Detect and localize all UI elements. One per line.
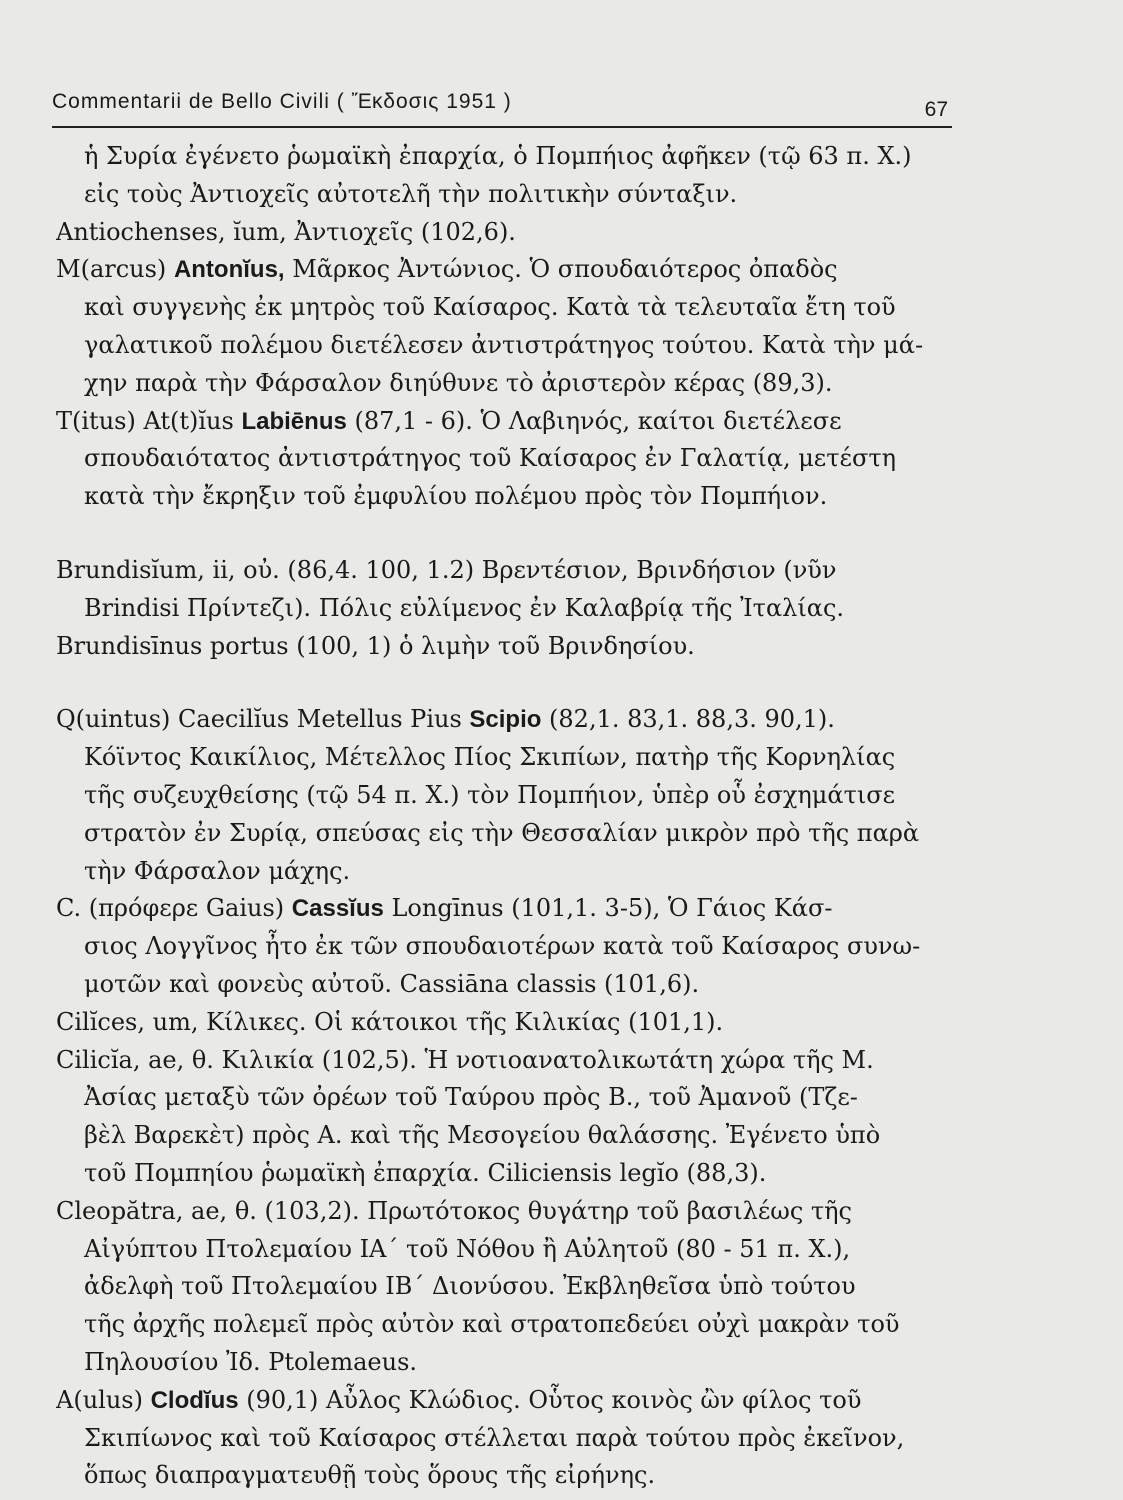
entry-line: τὴν Φάρσαλον μάχης.: [84, 856, 351, 885]
entry-line: Ἀσίας μεταξὺ τῶν ὀρέων τοῦ Ταύρου πρὸς Β., τοῦ Ἀμανοῦ (Τζε-: [84, 1083, 858, 1112]
entry-line: κατὰ τὴν ἔκρηξιν τοῦ ἐμφυλίου πολέμου πρὸς τὸν Πομπήιον.: [84, 482, 828, 511]
glossary-entry: [56, 1193, 956, 1382]
entry-line: Brundisīnus portus (100, 1) ὁ λιμὴν τοῦ Βρινδησίου.: [56, 631, 695, 660]
entry-headword: Cassĭus: [291, 895, 384, 923]
entry-head-prefix: M(arcus): [56, 255, 174, 284]
glossary-entry: [56, 403, 956, 516]
entry-headline: [56, 251, 956, 289]
entry-line: χην παρὰ τὴν Φάρσαλον διηύθυνε τὸ ἀριστερὸν κέρας (89,3).: [84, 368, 833, 397]
entry-headword: Scipio: [469, 706, 542, 734]
entry-line: βὲλ Βαρεκὲτ) πρὸς Α. καὶ τῆς Μεσογείου θαλάσσης. Ἐγένετο ὑπὸ: [84, 1121, 881, 1150]
entry-head-rest: (87,1 - 6). Ὁ Λαβιηνός, καίτοι διετέλεσε: [346, 406, 842, 435]
paragraph-gap: [56, 665, 956, 701]
glossary-entry: [56, 701, 956, 890]
entry-head-rest: Longīnus (101,1. 3-5), Ὁ Γάιος Κάσ-: [383, 894, 833, 923]
page-number: 67: [924, 98, 948, 121]
glossary-entry: [56, 138, 956, 214]
entry-line: γαλατικοῦ πολέμου διετέλεσεν ἀντιστράτηγος τούτου. Κατὰ τὴν μά-: [84, 330, 924, 359]
glossary-entry: [56, 552, 956, 665]
entry-headline: [56, 890, 956, 928]
entry-headline: [56, 403, 956, 441]
entry-line: μοτῶν καὶ φονεὺς αὐτοῦ. Cassiāna classis (101,6).: [84, 969, 700, 998]
running-header: [52, 88, 952, 128]
entry-line: Αἰγύπτου Πτολεμαίου ΙΑ΄ τοῦ Νόθου ἢ Αὐλητοῦ (80 - 51 π. Χ.),: [84, 1234, 851, 1263]
entry-headline: [56, 701, 956, 739]
entry-head-prefix: Q(uintus) Caecilĭus Metellus Pius: [56, 705, 470, 734]
entry-line: Brindisi Πρίντεζι). Πόλις εὐλίμενος ἐν Καλαβρίᾳ τῆς Ἰταλίας.: [84, 593, 845, 622]
entry-line: Κόϊντος Καικίλιος, Μέτελλος Πίος Σκιπίων, πατὴρ τῆς Κορνηλίας: [84, 743, 896, 772]
entry-line: τῆς ἀρχῆς πολεμεῖ πρὸς αὐτὸν καὶ στρατοπεδεύει οὐχὶ μακρὰν τοῦ: [84, 1310, 900, 1339]
entry-line: Cilicĭa, ae, θ. Κιλικία (102,5). Ἡ νοτιοανατολικωτάτη χώρα τῆς Μ.: [56, 1045, 874, 1074]
paragraph-gap: [56, 516, 956, 552]
entry-head-rest: (90,1) Αὖλος Κλώδιος. Οὗτος κοινὸς ὢν φίλος τοῦ: [238, 1385, 862, 1414]
glossary-entry: [56, 1042, 956, 1193]
glossary-entry: [56, 1004, 956, 1042]
glossary-entry: [56, 214, 956, 252]
entry-head-rest: Μᾶρκος Ἀντώνιος. Ὁ σπουδαιότερος ὀπαδὸς: [284, 255, 838, 284]
glossary-entry: [56, 251, 956, 402]
entry-head-prefix: T(itus) At(t)ĭus: [56, 406, 242, 435]
glossary-body: [56, 138, 956, 1495]
glossary-entry: [56, 890, 956, 1003]
entry-line: ἡ Συρία ἐγένετο ῥωμαϊκὴ ἐπαρχία, ὁ Πομπήιος ἀφῆκεν (τῷ 63 π. Χ.): [84, 142, 912, 170]
entry-head-prefix: A(ulus): [56, 1385, 151, 1414]
entry-line: ὅπως διαπραγματευθῇ τοὺς ὅρους τῆς εἰρήνης.: [84, 1461, 656, 1490]
entry-line: σπουδαιότατος ἀντιστράτηγος τοῦ Καίσαρος ἐν Γαλατίᾳ, μετέστη: [84, 444, 896, 473]
entry-line: Antiochenses, ĭum, Ἀντιοχεῖς (102,6).: [56, 217, 516, 246]
entry-line: τῆς συζευχθείσης (τῷ 54 π. Χ.) τὸν Πομπήιον, ὑπὲρ οὗ ἐσχημάτισε: [84, 780, 896, 809]
running-title: Commentarii de Bello Civili ( Ἔκδοσις 1951 ): [52, 90, 512, 113]
entry-line: σιος Λογγῖνος ἦτο ἐκ τῶν σπουδαιοτέρων κατὰ τοῦ Καίσαρος συνω-: [84, 932, 921, 961]
entry-line: Πηλουσίου Ἰδ. Ptolemaeus.: [84, 1347, 418, 1376]
entry-headword: Antonĭus,: [173, 256, 285, 284]
entry-headline: [56, 1382, 956, 1420]
entry-line: Cleopătra, ae, θ. (103,2). Πρωτότοκος θυγάτηρ τοῦ βασιλέως τῆς: [56, 1196, 852, 1225]
entry-line: στρατὸν ἐν Συρίᾳ, σπεύσας εἰς τὴν Θεσσαλίαν μικρὸν πρὸ τῆς παρὰ: [84, 818, 920, 847]
entry-line: τοῦ Πομπηίου ῥωμαϊκὴ ἐπαρχία. Ciliciensis legĭo (88,3).: [84, 1158, 767, 1187]
entry-line: Cilĭces, um, Κίλικες. Οἱ κάτοικοι τῆς Κιλικίας (101,1).: [56, 1007, 724, 1036]
entry-line: Brundisĭum, ii, οὐ. (86,4. 100, 1.2) Βρεντέσιον, Βρινδήσιον (νῦν: [56, 555, 837, 584]
entry-head-prefix: C. (πρόφερε Gaius): [56, 894, 292, 923]
entry-line: εἰς τοὺς Ἀντιοχεῖς αὐτοτελῆ τὴν πολιτικὴν σύνταξιν.: [84, 179, 738, 208]
entry-line: ἀδελφὴ τοῦ Πτολεμαίου ΙΒ΄ Διονύσου. Ἐκβληθεῖσα ὑπὸ τούτου: [84, 1272, 856, 1301]
entry-line: Σκιπίωνος καὶ τοῦ Καίσαρος στέλλεται παρὰ τούτου πρὸς ἐκεῖνον,: [84, 1423, 905, 1452]
entry-line: καὶ συγγενὴς ἐκ μητρὸς τοῦ Καίσαρος. Κατὰ τὰ τελευταῖα ἔτη τοῦ: [84, 293, 896, 322]
entry-head-rest: (82,1. 83,1. 88,3. 90,1).: [541, 705, 835, 734]
entry-headword: Clodĭus: [150, 1386, 239, 1414]
glossary-entry: [56, 1382, 956, 1495]
entry-headword: Labiēnus: [241, 407, 347, 435]
